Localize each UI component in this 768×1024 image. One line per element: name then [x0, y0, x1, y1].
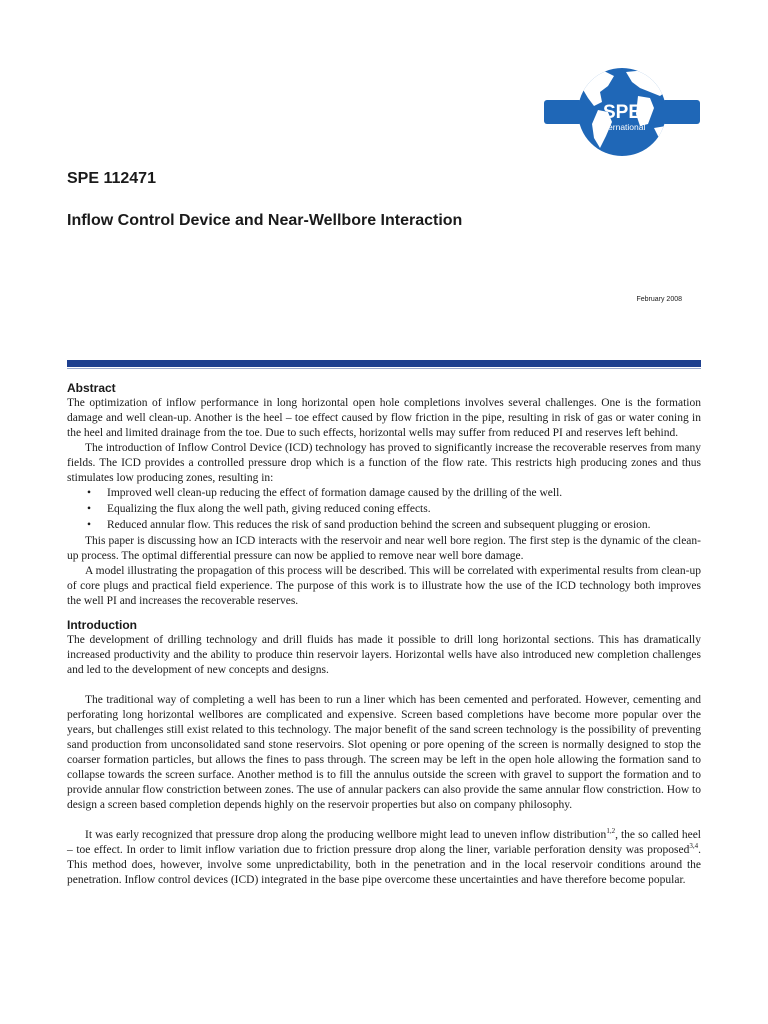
- paper-title: Inflow Control Device and Near-Wellbore Interaction: [67, 212, 463, 229]
- logo-secondary-text: International: [598, 122, 646, 132]
- introduction-paragraph-1: The development of drilling technology and drill fluids has made it possible to drill long horizontal sections. This has dramatically increased productivity and the ability to produce thin reservoir layers. Horizontal wells have also introduced new completion challenges and led to the development of new concepts and designs.: [67, 634, 701, 676]
- list-item: [67, 502, 701, 517]
- header-rule: [67, 360, 701, 367]
- list-item: [67, 518, 701, 533]
- bullet-text: Reduced annular flow. This reduces the risk of sand production behind the screen and subsequent plugging or erosion.: [107, 519, 651, 531]
- introduction-paragraph-3: [67, 828, 701, 888]
- logo-primary-text: SPE: [602, 102, 642, 123]
- paper-date: February 2008: [636, 296, 682, 303]
- intro-p3-text-c: . This method does, however, involve some unpredictability, both in the penetration and in the local reservoir conditions around the penetration. Inflow control devices (ICD) integrated in the base pipe overcome these uncertainties and have therefore become popular.: [67, 844, 701, 886]
- list-item: [67, 486, 701, 501]
- header-rule-thin: [67, 368, 701, 369]
- abstract-paragraph-4: A model illustrating the propagation of this process will be described. This will be correlated with experimental results from clean-up of core plugs and practical field experience. The purpose of this work is to illustrate how the use of the ICD technology both improves the well PI and increases the recoverable reserves.: [67, 565, 701, 607]
- bullet-icon: •: [87, 519, 92, 531]
- spe-international-logo: [542, 66, 702, 158]
- abstract-heading: Abstract: [67, 381, 116, 395]
- abstract-section: [67, 380, 701, 609]
- bullet-icon: •: [87, 487, 92, 499]
- abstract-paragraph-2: The introduction of Inflow Control Device (ICD) technology has proved to significantly increase the recoverable reserves from many fields. The ICD provides a controlled pressure drop which is a function of the flow rate. This restricts high producing zones and thus stimulates low producing zones, resulting in:: [67, 442, 701, 484]
- introduction-section: [67, 617, 701, 888]
- citation-3-4: 3,4: [689, 842, 699, 851]
- intro-p3-text-a: It was early recognized that pressure drop along the producing wellbore might lead to uneven inflow distribution: [85, 829, 607, 841]
- abstract-paragraph-1: The optimization of inflow performance in long horizontal open hole completions involves several challenges. One is the formation damage and well clean-up. Another is the heel – toe effect caused by flow friction in the pipe, resulting in risk of gas or water coning in the heel and limited drainage from the toe. Due to such effects, horizontal wells may suffer from reduced PI and reserves left behind.: [67, 397, 701, 439]
- intro-p3-text-b: , the so called heel – toe effect. In order to limit inflow variation due to friction pressure drop along the liner, variable perforation density was proposed: [67, 829, 701, 856]
- bullet-text: Improved well clean-up reducing the effect of formation damage caused by the drilling of the well.: [107, 487, 563, 499]
- bullet-text: Equalizing the flux along the well path, giving reduced coning effects.: [107, 503, 431, 515]
- abstract-paragraph-3: This paper is discussing how an ICD interacts with the reservoir and near well bore region. The first step is the dynamic of the clean-up process. The optimal differential pressure can now be applied to remove near well bore damage.: [67, 535, 701, 562]
- bullet-icon: •: [87, 503, 92, 515]
- introduction-paragraph-2: The traditional way of completing a well has been to run a liner which has been cemented and perforated. However, cementing and perforating long horizontal wellbores are complicated and expensive. Screen based completions have become more popular over the years, but challenges still exist related to this technology. The major benefit of the sand screen technology is the possibility of preventing sand production from unconsolidated sand stone reservoirs. Slot opening or pore opening of the screen is normally designed to stop the coarser formation particles, but allows the fines to pass through. The screen may be left in the open hole allowing the formation sand to collapse towards the screen surface. Another method is to fill the annulus outside the screen with gravel to support the formation and to provide annular flow constriction between zones. The use of annular packers can also provide the same annular flow constriction. How to design a screen based completion depends highly on the reservoir properties but also on company philosophy.: [67, 694, 701, 811]
- paper-number: SPE 112471: [67, 170, 156, 187]
- citation-1-2: 1,2: [606, 827, 616, 836]
- body-text: [67, 380, 701, 888]
- introduction-heading: Introduction: [67, 618, 137, 632]
- abstract-bullet-list: [67, 486, 701, 533]
